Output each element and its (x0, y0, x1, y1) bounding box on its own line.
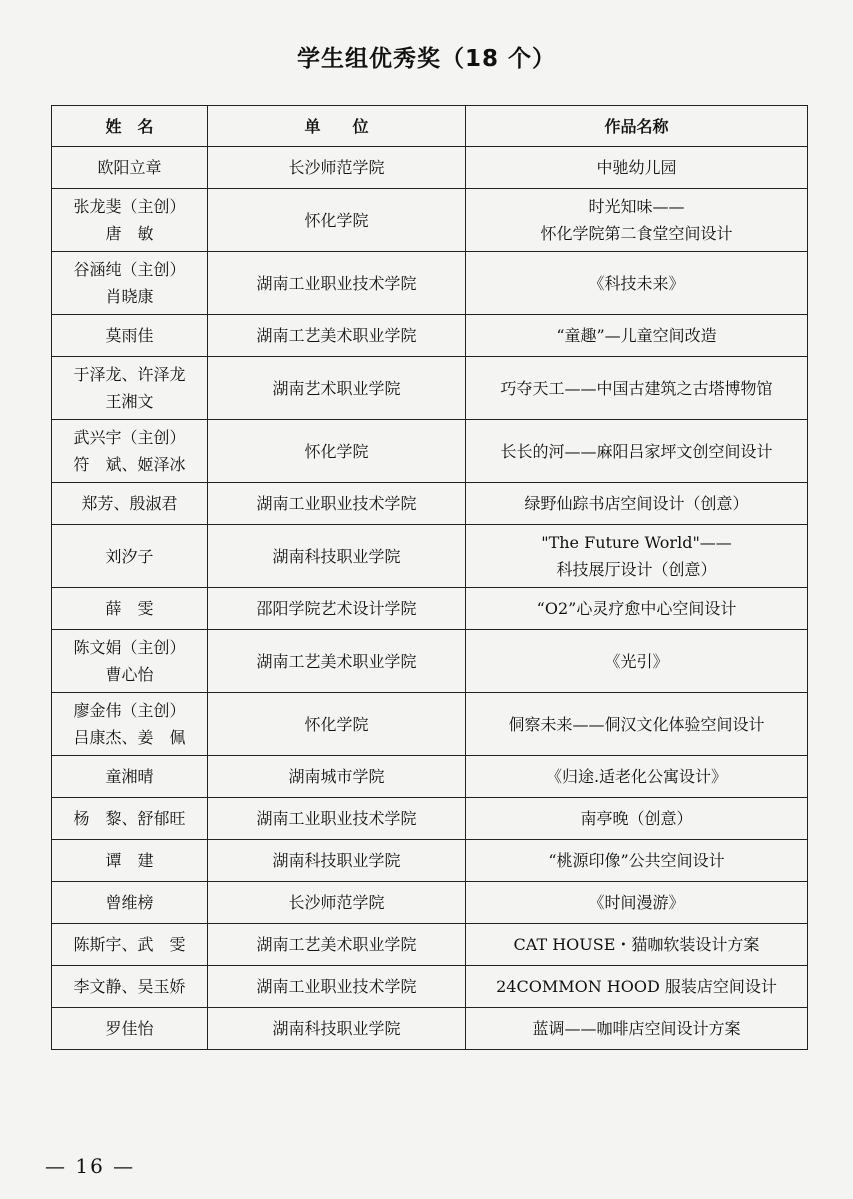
author-names-cell (52, 966, 208, 1008)
work-title-line: 《归途.适老化公寓设计》 (545, 767, 728, 786)
unit-cell: 湖南城市学院 (208, 756, 466, 798)
table-row (52, 315, 808, 357)
unit-cell: 湖南科技职业学院 (208, 525, 466, 588)
unit-cell: 怀化学院 (208, 189, 466, 252)
table-row (52, 966, 808, 1008)
work-title-cell (466, 882, 808, 924)
unit-cell: 湖南科技职业学院 (208, 1008, 466, 1050)
table-row (52, 252, 808, 315)
work-title-cell (466, 693, 808, 756)
unit-cell: 邵阳学院艺术设计学院 (208, 588, 466, 630)
unit-cell: 湖南工艺美术职业学院 (208, 924, 466, 966)
author-names-cell (52, 924, 208, 966)
author-names-cell (52, 882, 208, 924)
work-title-cell (466, 966, 808, 1008)
unit-cell: 怀化学院 (208, 693, 466, 756)
work-title-line: 怀化学院第二食堂空间设计 (540, 224, 733, 243)
author-names-cell (52, 693, 208, 756)
column-header-work: 作品名称 (466, 106, 808, 147)
work-title-line: 侗察未来——侗汉文化体验空间设计 (508, 714, 765, 734)
work-title-cell (466, 315, 808, 357)
table-row (52, 588, 808, 630)
table-row (52, 630, 808, 693)
work-title-cell (466, 252, 808, 315)
unit-cell: 湖南工艺美术职业学院 (208, 630, 466, 693)
table-body (52, 147, 808, 1050)
author-names-cell (52, 357, 208, 420)
work-title-cell (466, 483, 808, 525)
author-names-cell (52, 798, 208, 840)
author-name: 武兴宇（主创） (73, 428, 186, 447)
table-row (52, 1008, 808, 1050)
unit-cell: 湖南工艺美术职业学院 (208, 315, 466, 357)
work-title-line: 时光知味—— (588, 197, 685, 216)
unit-cell: 湖南工业职业技术学院 (208, 483, 466, 525)
table-row (52, 756, 808, 798)
author-name: 肖晓康 (105, 287, 154, 306)
author-name: 廖金伟（主创） (73, 701, 186, 720)
unit-cell: 怀化学院 (208, 420, 466, 483)
author-names-cell (52, 315, 208, 357)
author-name: 于泽龙、许泽龙 (73, 365, 186, 384)
work-title-cell (466, 798, 808, 840)
author-name: 杨 黎、舒郁旺 (73, 809, 186, 828)
work-title-cell (466, 630, 808, 693)
work-title-line: 《时间漫游》 (588, 893, 685, 912)
work-title-line: “O2”心灵疗愈中心空间设计 (536, 599, 737, 618)
author-names-cell (52, 840, 208, 882)
author-name: 曾维榜 (105, 893, 154, 912)
author-name: 郑芳、殷淑君 (81, 494, 178, 513)
table-header-row (52, 106, 808, 147)
work-title-line: 绿野仙踪书店空间设计（创意） (524, 494, 749, 513)
awards-table (51, 105, 808, 1050)
author-names-cell (52, 252, 208, 315)
work-title-line: 巧夺天工——中国古建筑之古塔博物馆 (500, 378, 773, 398)
work-title-line: “童趣”—儿童空间改造 (556, 326, 717, 345)
table-row (52, 882, 808, 924)
work-title-cell (466, 525, 808, 588)
author-names-cell (52, 420, 208, 483)
author-name: 吕康杰、姜 佩 (73, 728, 186, 747)
column-header-name: 姓 名 (52, 106, 208, 147)
author-name: 唐 敏 (105, 224, 154, 243)
author-names-cell (52, 147, 208, 189)
unit-cell: 长沙师范学院 (208, 147, 466, 189)
work-title-cell (466, 840, 808, 882)
work-title-line: CAT HOUSE・猫咖软装设计方案 (513, 935, 760, 954)
author-name: 谷涵纯（主创） (73, 260, 186, 279)
author-name: 李文静、吴玉娇 (73, 977, 186, 996)
work-title-cell (466, 1008, 808, 1050)
author-name: 符 斌、姬泽冰 (73, 455, 186, 474)
author-name: 王湘文 (105, 392, 154, 411)
work-title-cell (466, 147, 808, 189)
author-names-cell (52, 588, 208, 630)
author-names-cell (52, 189, 208, 252)
author-names-cell (52, 1008, 208, 1050)
author-names-cell (52, 483, 208, 525)
table-row (52, 693, 808, 756)
unit-cell: 湖南工业职业技术学院 (208, 252, 466, 315)
table-row (52, 420, 808, 483)
author-name: 罗佳怡 (105, 1019, 154, 1038)
work-title-line: 24COMMON HOOD 服装店空间设计 (496, 977, 777, 996)
work-title-cell (466, 924, 808, 966)
author-names-cell (52, 630, 208, 693)
work-title-line: 《光引》 (604, 651, 669, 671)
unit-cell: 湖南工业职业技术学院 (208, 966, 466, 1008)
unit-cell: 湖南艺术职业学院 (208, 357, 466, 420)
work-title-line: 科技展厅设计（创意） (556, 560, 717, 579)
work-title-cell (466, 420, 808, 483)
work-title-line: “桃源印像”公共空间设计 (548, 851, 725, 870)
table-row (52, 147, 808, 189)
table-row (52, 840, 808, 882)
author-name: 谭 建 (105, 851, 154, 870)
work-title-line: 南亭晚（创意） (580, 809, 693, 828)
table-row (52, 525, 808, 588)
author-names-cell (52, 756, 208, 798)
work-title-line: 长长的河——麻阳吕家坪文创空间设计 (500, 441, 773, 461)
author-name: 张龙斐（主创） (73, 197, 186, 216)
author-name: 莫雨佳 (105, 326, 154, 345)
table-row (52, 924, 808, 966)
column-header-unit: 单 位 (208, 106, 466, 147)
author-name: 曹心怡 (105, 665, 154, 684)
work-title-line: 中驰幼儿园 (596, 158, 677, 177)
work-title-cell (466, 588, 808, 630)
author-name: 陈文娟（主创） (73, 638, 186, 657)
table-row (52, 189, 808, 252)
work-title-line: 《科技未来》 (588, 273, 685, 293)
author-name: 薛 雯 (105, 599, 154, 618)
author-name: 童湘晴 (105, 767, 154, 786)
work-title-line: 蓝调——咖啡店空间设计方案 (532, 1019, 741, 1038)
work-title-cell (466, 189, 808, 252)
author-name: 欧阳立章 (97, 158, 162, 177)
work-title-cell (466, 357, 808, 420)
table-row (52, 798, 808, 840)
author-name: 陈斯宇、武 雯 (73, 935, 186, 954)
page-number: — 16 — (45, 1154, 136, 1178)
author-name: 刘汐子 (105, 546, 154, 566)
table-row (52, 357, 808, 420)
work-title-cell (466, 756, 808, 798)
page-title: 学生组优秀奖（18 个） (296, 46, 556, 72)
table-row (52, 483, 808, 525)
unit-cell: 湖南科技职业学院 (208, 840, 466, 882)
author-names-cell (52, 525, 208, 588)
unit-cell: 湖南工业职业技术学院 (208, 798, 466, 840)
work-title-line: "The Future World"—— (541, 533, 732, 552)
unit-cell: 长沙师范学院 (208, 882, 466, 924)
